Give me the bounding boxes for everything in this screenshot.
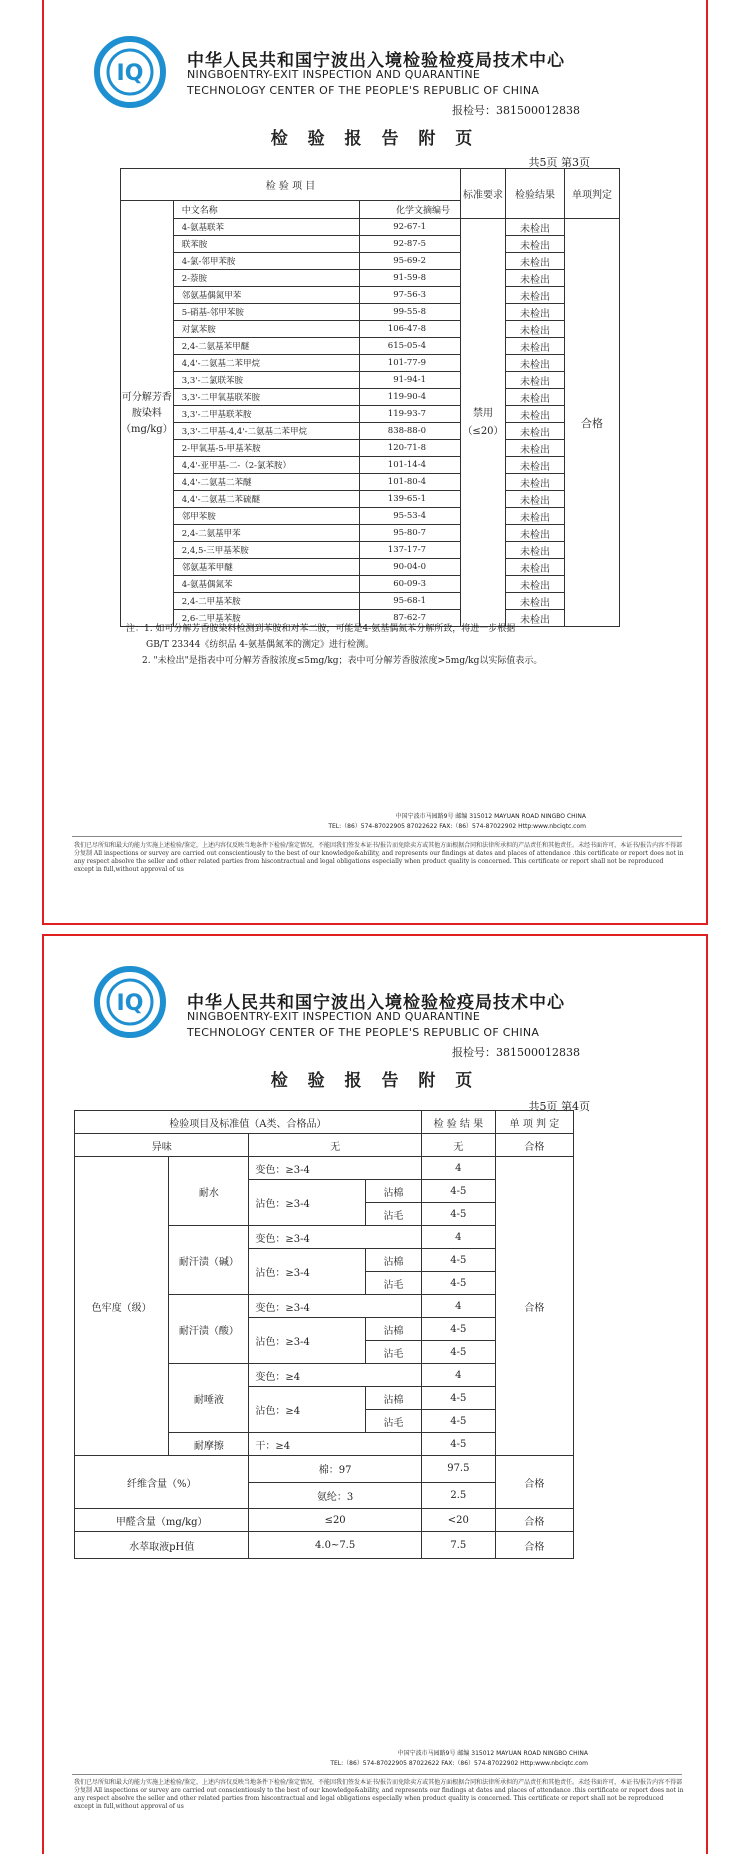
amine-result: 未检出 xyxy=(506,491,565,508)
amine-cas: 615-05-4 xyxy=(359,338,460,355)
amine-name: 联苯胺 xyxy=(173,236,359,253)
change-std: 变色：≥4 xyxy=(249,1364,421,1387)
amine-result: 未检出 xyxy=(506,270,565,287)
formaldehyde-verdict: 合格 xyxy=(495,1509,573,1532)
header-result: 检验结果 xyxy=(506,169,565,219)
amine-result: 未检出 xyxy=(506,236,565,253)
fiber-spandex-result: 2.5 xyxy=(421,1482,495,1509)
rubbing-name: 耐摩擦 xyxy=(169,1433,249,1456)
amine-name: 邻甲苯胺 xyxy=(173,508,359,525)
amine-name: 4,4'-二氨基二苯醚 xyxy=(173,474,359,491)
amine-row xyxy=(121,372,620,389)
page-title: 检 验 报 告 附 页 xyxy=(270,1071,480,1091)
amine-result: 未检出 xyxy=(506,457,565,474)
report-page-3 xyxy=(42,0,708,925)
amine-test-table xyxy=(120,168,620,627)
amine-name: 4-氨基联苯 xyxy=(173,219,359,236)
org-name-en-1: NINGBOENTRY-EXIT INSPECTION AND QUARANTINE xyxy=(187,68,481,81)
amine-result: 未检出 xyxy=(506,610,565,627)
amine-cas: 95-68-1 xyxy=(359,593,460,610)
amine-name: 2,6-二甲基苯胺 xyxy=(173,610,359,627)
cotton-label: 沾棉 xyxy=(366,1387,422,1410)
wool-result: 4-5 xyxy=(421,1272,495,1295)
amine-result: 未检出 xyxy=(506,253,565,270)
amine-cas: 119-93-7 xyxy=(359,406,460,423)
fiber-label: 纤维含量（%） xyxy=(75,1456,249,1509)
amine-cas: 91-94-1 xyxy=(359,372,460,389)
amine-result: 未检出 xyxy=(506,593,565,610)
header-verdict: 单 项 判 定 xyxy=(495,1111,573,1134)
amine-result: 未检出 xyxy=(506,355,565,372)
amine-name: 4,4'-二氨基二苯甲烷 xyxy=(173,355,359,372)
report-number: 报检号：381500012838 xyxy=(452,104,580,117)
amine-row xyxy=(121,338,620,355)
amine-row xyxy=(121,236,620,253)
amine-result: 未检出 xyxy=(506,406,565,423)
amine-result: 未检出 xyxy=(506,304,565,321)
amine-row xyxy=(121,491,620,508)
group-name: 耐汗渍（酸） xyxy=(169,1295,249,1364)
org-name-cn: 中华人民共和国宁波出入境检验检疫局技术中心 xyxy=(187,993,565,1013)
formaldehyde-result: <20 xyxy=(421,1509,495,1532)
change-result: 4 xyxy=(421,1226,495,1249)
amine-cas: 95-80-7 xyxy=(359,525,460,542)
fiber-cotton-result: 97.5 xyxy=(421,1456,495,1483)
stain-std: 沾色：≥3-4 xyxy=(249,1318,366,1364)
fiber-spandex-std: 氨纶：3 xyxy=(249,1482,421,1509)
amine-row xyxy=(121,542,620,559)
wool-label: 沾毛 xyxy=(366,1410,422,1433)
amine-result: 未检出 xyxy=(506,576,565,593)
amine-cas: 95-53-4 xyxy=(359,508,460,525)
rubbing-std: 干：≥4 xyxy=(249,1433,421,1456)
amine-cas: 101-77-9 xyxy=(359,355,460,372)
wool-result: 4-5 xyxy=(421,1341,495,1364)
change-result: 4 xyxy=(421,1157,495,1180)
org-name-en-1: NINGBOENTRY-EXIT INSPECTION AND QUARANTINE xyxy=(187,1010,481,1023)
wool-result: 4-5 xyxy=(421,1203,495,1226)
change-result: 4 xyxy=(421,1364,495,1387)
cotton-label: 沾棉 xyxy=(366,1318,422,1341)
iq-logo-icon xyxy=(94,36,166,108)
amine-name: 2-萘胺 xyxy=(173,270,359,287)
header-item: 检验项目及标准值（A类、合格品） xyxy=(75,1111,422,1134)
amine-cas: 106-47-8 xyxy=(359,321,460,338)
cotton-result: 4-5 xyxy=(421,1249,495,1272)
amine-cas: 95-69-2 xyxy=(359,253,460,270)
amine-cas: 101-14-4 xyxy=(359,457,460,474)
amine-row xyxy=(121,406,620,423)
footer-address: 中国宁波市马园路9号 邮编 315012 MAYUAN ROAD NINGBO CHINA xyxy=(397,1750,588,1757)
fiber-verdict: 合格 xyxy=(495,1456,573,1509)
amine-cas: 101-80-4 xyxy=(359,474,460,491)
odor-verdict: 合格 xyxy=(495,1134,573,1157)
amine-name: 4,4'-亚甲基-二-（2-氯苯胺） xyxy=(173,457,359,474)
note-2: 2. "未检出"是指表中可分解芳香胺浓度≤5mg/kg；表中可分解芳香胺浓度>5mg/kg以实际值表示。 xyxy=(142,656,543,666)
header-limit: 标准要求 xyxy=(461,169,506,219)
amine-name: 4-氨基偶氮苯 xyxy=(173,576,359,593)
amine-name: 3,3'-二甲基联苯胺 xyxy=(173,406,359,423)
amine-name: 2,4-二氨基甲苯 xyxy=(173,525,359,542)
ph-standard: 4.0~7.5 xyxy=(249,1532,421,1559)
page-info: 共5页 第3页 xyxy=(528,156,590,169)
fiber-cotton-std: 棉：97 xyxy=(249,1456,421,1483)
amine-cas: 92-87-5 xyxy=(359,236,460,253)
limit-value: 禁用（≤20） xyxy=(461,219,506,627)
amine-result: 未检出 xyxy=(506,338,565,355)
amine-result: 未检出 xyxy=(506,559,565,576)
change-std: 变色：≥3-4 xyxy=(249,1295,421,1318)
amine-row xyxy=(121,219,620,236)
footer-address: 中国宁波市马园路9号 邮编 315012 MAYUAN ROAD NINGBO CHINA xyxy=(395,813,586,820)
wool-label: 沾毛 xyxy=(366,1203,422,1226)
verdict-value: 合格 xyxy=(565,219,620,627)
colorfast-label: 色牢度（级） xyxy=(75,1157,169,1456)
report-number: 报检号：381500012838 xyxy=(452,1046,580,1059)
category-label: 可分解芳香胺染料（mg/kg） xyxy=(121,201,174,627)
amine-result: 未检出 xyxy=(506,542,565,559)
note-1b: GB/T 23344《纺织品 4-氨基偶氮苯的测定》进行检测。 xyxy=(146,640,374,650)
odor-label: 异味 xyxy=(75,1134,249,1157)
footer-rule xyxy=(72,1774,682,1775)
cotton-label: 沾棉 xyxy=(366,1249,422,1272)
amine-result: 未检出 xyxy=(506,440,565,457)
amine-name: 邻氨基偶氮甲苯 xyxy=(173,287,359,304)
page-title: 检 验 报 告 附 页 xyxy=(270,129,480,149)
header-cn-name: 中文名称 xyxy=(173,201,359,219)
amine-row xyxy=(121,508,620,525)
org-name-en-2: TECHNOLOGY CENTER OF THE PEOPLE'S REPUBLIC OF CHINA xyxy=(187,84,540,97)
amine-cas: 99-55-8 xyxy=(359,304,460,321)
formaldehyde-label: 甲醛含量（mg/kg） xyxy=(75,1509,249,1532)
amine-result: 未检出 xyxy=(506,474,565,491)
amine-result: 未检出 xyxy=(506,287,565,304)
change-result: 4 xyxy=(421,1295,495,1318)
stain-std: 沾色：≥4 xyxy=(249,1387,366,1433)
wool-label: 沾毛 xyxy=(366,1272,422,1295)
amine-row xyxy=(121,304,620,321)
footer-disclaimer: 我们已尽所知和最大的能力实施上述检验/鉴定，上述内容仅反映当地条件下检验/鉴定情况，不能因我们签发本证书/报告而免除卖方或其他方面根据合同和法律所承担的产品责任和其他责任。未经书面许可，本证书/报告内容不得部分复制 All inspections or survey are carried out conscientiously to the best of our knowledge&ability, and represents our findings at dates and places of attendance .this certificate or report does not in any respect absolve the seller and other related parties from hiscontractual and legal obligations especially when product quality is concerned. This certificate or report shall not be reproduced except in full,without approval of us xyxy=(74,1779,684,1810)
amine-name: 对氯苯胺 xyxy=(173,321,359,338)
logo-text: IQ xyxy=(116,991,144,1016)
change-std: 变色：≥3-4 xyxy=(249,1226,421,1249)
amine-result: 未检出 xyxy=(506,219,565,236)
ph-result: 7.5 xyxy=(421,1532,495,1559)
ph-verdict: 合格 xyxy=(495,1532,573,1559)
change-std: 变色：≥3-4 xyxy=(249,1157,421,1180)
quality-test-table xyxy=(74,1110,574,1559)
amine-name: 3,3'-二氯联苯胺 xyxy=(173,372,359,389)
amine-row xyxy=(121,253,620,270)
amine-row xyxy=(121,559,620,576)
amine-result: 未检出 xyxy=(506,525,565,542)
amine-cas: 139-65-1 xyxy=(359,491,460,508)
amine-name: 邻氨基苯甲醚 xyxy=(173,559,359,576)
amine-name: 3,3'-二甲基-4,4'-二氨基二苯甲烷 xyxy=(173,423,359,440)
org-name-cn: 中华人民共和国宁波出入境检验检疫局技术中心 xyxy=(187,51,565,71)
amine-cas: 90-04-0 xyxy=(359,559,460,576)
group-name: 耐水 xyxy=(169,1157,249,1226)
amine-name: 2,4,5-三甲基苯胺 xyxy=(173,542,359,559)
amine-result: 未检出 xyxy=(506,508,565,525)
wool-result: 4-5 xyxy=(421,1410,495,1433)
footer-tel: TEL:（86）574-87022905 87022622 FAX:（86）574-87022902 Http:www.nbciqtc.com xyxy=(330,1760,588,1767)
amine-row xyxy=(121,525,620,542)
amine-cas: 91-59-8 xyxy=(359,270,460,287)
amine-name: 2,4-二氨基苯甲醚 xyxy=(173,338,359,355)
colorfast-verdict: 合格 xyxy=(495,1157,573,1456)
note-1: 注：1. 如可分解芳香胺染料检测到苯胺和对苯二胺，可能是4-氨基偶氮苯分解所致，将进一步根据 xyxy=(126,624,516,634)
formaldehyde-standard: ≤20 xyxy=(249,1509,421,1532)
amine-name: 4-氯-邻甲苯胺 xyxy=(173,253,359,270)
header-cas: 化学文摘编号 xyxy=(359,201,460,219)
group-name: 耐唾液 xyxy=(169,1364,249,1433)
header-result: 检 验 结 果 xyxy=(421,1111,495,1134)
amine-result: 未检出 xyxy=(506,389,565,406)
amine-name: 5-硝基-邻甲苯胺 xyxy=(173,304,359,321)
stain-std: 沾色：≥3-4 xyxy=(249,1249,366,1295)
amine-row xyxy=(121,287,620,304)
amine-row xyxy=(121,593,620,610)
amine-cas: 87-62-7 xyxy=(359,610,460,627)
amine-row xyxy=(121,440,620,457)
footer-tel: TEL:（86）574-87022905 87022622 FAX:（86）574-87022902 Http:www.nbciqtc.com xyxy=(328,823,586,830)
cotton-result: 4-5 xyxy=(421,1318,495,1341)
amine-cas: 838-88-0 xyxy=(359,423,460,440)
header-verdict: 单项判定 xyxy=(565,169,620,219)
amine-result: 未检出 xyxy=(506,321,565,338)
amine-result: 未检出 xyxy=(506,423,565,440)
cotton-result: 4-5 xyxy=(421,1387,495,1410)
amine-name: 2-甲氧基-5-甲基苯胺 xyxy=(173,440,359,457)
amine-cas: 97-56-3 xyxy=(359,287,460,304)
amine-row xyxy=(121,423,620,440)
cotton-result: 4-5 xyxy=(421,1180,495,1203)
org-name-en-2: TECHNOLOGY CENTER OF THE PEOPLE'S REPUBLIC OF CHINA xyxy=(187,1026,540,1039)
group-name: 耐汗渍（碱） xyxy=(169,1226,249,1295)
footer-disclaimer: 我们已尽所知和最大的能力实施上述检验/鉴定，上述内容仅反映当地条件下检验/鉴定情况，不能因我们签发本证书/报告而免除卖方或其他方面根据合同和法律所承担的产品责任和其他责任。未经书面许可，本证书/报告内容不得部分复制 All inspections or survey are carried out conscientiously to the best of our knowledge&ability, and represents our findings at dates and places of attendance .this certificate or report does not in any respect absolve the seller and other related parties from hiscontractual and legal obligations especially when product quality is concerned. This certificate or report shall not be reproduced except in full,without approval of us xyxy=(74,842,684,873)
wool-label: 沾毛 xyxy=(366,1341,422,1364)
amine-row xyxy=(121,457,620,474)
page-info: 共5页 第4页 xyxy=(528,1100,590,1113)
amine-cas: 60-09-3 xyxy=(359,576,460,593)
footer-rule xyxy=(72,836,682,837)
stain-std: 沾色：≥3-4 xyxy=(249,1180,366,1226)
amine-name: 4,4'-二氨基二苯硫醚 xyxy=(173,491,359,508)
rubbing-result: 4-5 xyxy=(421,1433,495,1456)
header-item: 检 验 项 目 xyxy=(121,169,461,201)
amine-cas: 137-17-7 xyxy=(359,542,460,559)
iq-logo-icon xyxy=(94,966,166,1038)
amine-result: 未检出 xyxy=(506,372,565,389)
amine-cas: 120-71-8 xyxy=(359,440,460,457)
ph-label: 水萃取液pH值 xyxy=(75,1532,249,1559)
logo-text: IQ xyxy=(116,61,144,86)
odor-standard: 无 xyxy=(249,1134,421,1157)
amine-name: 3,3'-二甲氧基联苯胺 xyxy=(173,389,359,406)
amine-name: 2,4-二甲基苯胺 xyxy=(173,593,359,610)
amine-cas: 119-90-4 xyxy=(359,389,460,406)
cotton-label: 沾棉 xyxy=(366,1180,422,1203)
amine-row xyxy=(121,474,620,491)
amine-row xyxy=(121,355,620,372)
amine-row xyxy=(121,389,620,406)
odor-result: 无 xyxy=(421,1134,495,1157)
amine-cas: 92-67-1 xyxy=(359,219,460,236)
amine-row xyxy=(121,270,620,287)
amine-row xyxy=(121,321,620,338)
amine-row xyxy=(121,576,620,593)
